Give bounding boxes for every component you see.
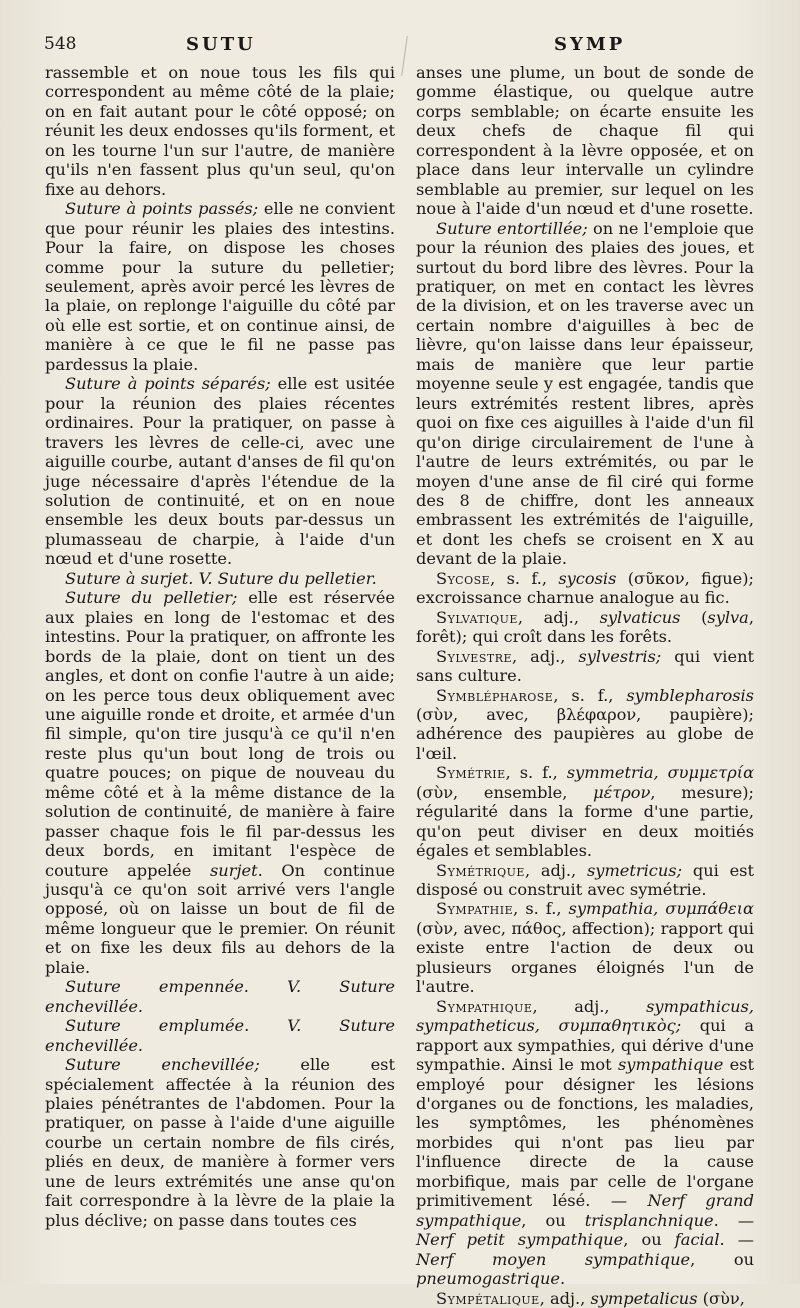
text-run: elle est spécialement affectée à la réunion des plaies pénétrantes de l'abdomen. Pour la pratiquer, on passe à l'aide d'une aiguille courbe un certain nombre de fils cirés, pliés en deux, de manière à former vers une de leurs extrémités une anse qu'on fait correspondre à la lèvre de la plaie la plus déclive; on passe dans toutes ces [45, 1055, 395, 1230]
text-run: ( [680, 607, 708, 627]
running-head-left: SUTU [186, 34, 256, 55]
text-run: , adj., [524, 860, 587, 880]
text-run: (σὺν, avec, βλέφαρον, paupière); adhérence des paupières au globe de l'œil. [416, 704, 754, 763]
text-run: . — [719, 1230, 754, 1250]
text-run: qui est disposé ou construit avec symétrie. [416, 860, 754, 900]
headword: Symétrique [436, 860, 525, 880]
text-run: , ou [690, 1249, 754, 1269]
entry-paragraph [45, 569, 395, 588]
entry-paragraph [416, 569, 754, 608]
text-run: (σῦκον, figue); excroissance charnue analogue au fic. [416, 568, 754, 608]
headword: Sympathique [436, 996, 533, 1016]
text-run: , ou [623, 1230, 675, 1250]
entry-paragraph [416, 219, 754, 569]
text-run: elle est usitée pour la réunion des plaies récentes ordinaires. Pour la pratiquer, on passe à travers les lèvres de celle-ci, avec une aiguille courbe, autant d'anses de fil qu'on juge nécessaire d'après l'étendue de la solution de continuité, et on en noue ensemble les deux bouts par-dessus un plumasseau de charpie, à l'aide d'un nœud et d'une rosette. [45, 374, 395, 569]
headword: Symétrie [436, 763, 506, 783]
italic-term: symetricus; [587, 860, 683, 880]
italic-term: sympetalicus [590, 1288, 698, 1308]
text-run: est employé pour désigner les lésions d'organes ou de fonctions, les maladies, les symptômes, les phénomènes morbides qui n'ont pas lieu par l'influence directe de la cause morbifique, mais par celle de l'organe primitivement lésé. — [416, 1055, 754, 1211]
italic-term: μέτρον [593, 782, 651, 802]
italic-term: sylva [707, 607, 749, 627]
text-run: , s. f., [513, 899, 569, 919]
italic-term: sympathia, συμπάθεια [568, 899, 754, 919]
headword: Sympathie [436, 899, 514, 919]
italic-term: sylvestris; [578, 646, 662, 666]
left-column [45, 63, 395, 1230]
entry-paragraph [416, 1289, 754, 1308]
entry-paragraph [45, 1055, 395, 1230]
text-run: (σὺν, ensemble, [416, 782, 594, 802]
entry-paragraph [45, 374, 395, 569]
italic-term: Suture du pelletier; [65, 588, 238, 608]
entry-paragraph [416, 608, 754, 647]
text-run: , mesure); régularité dans la forme d'une partie, qu'on peut diviser en deux moitiés égales et semblables. [416, 782, 754, 861]
italic-term: Nerf moyen sympathique [416, 1249, 691, 1269]
page-number: 548 [44, 34, 77, 54]
text-run: qui vient sans culture. [416, 646, 754, 686]
italic-term: facial [674, 1230, 720, 1250]
entry-paragraph [45, 977, 395, 1016]
entry-paragraph [416, 899, 754, 996]
italic-term: sylvaticus [599, 607, 681, 627]
headword: Sylvestre [436, 646, 513, 666]
italic-term: Suture à surjet. V. Suture du pelletier. [65, 568, 377, 588]
text-run: , adj., [532, 996, 647, 1016]
text-run: , ou [521, 1210, 585, 1230]
text-run: rassemble et on noue tous les fils qui correspondent au même côté de la plaie; on en fait autant pour le côté opposé; on réunit les deux endosses qu'ils forment, et on les tourne l'un sur l'autre, de manière qu'ils n'en fassent plus qu'un seul, qu'on fixe au dehors. [45, 63, 395, 199]
italic-term: Suture enchevillée; [65, 1055, 260, 1075]
text-run: . [560, 1269, 566, 1289]
text-run: , adj., [539, 1288, 591, 1308]
text-run: , adj., [517, 607, 600, 627]
text-run: on ne l'emploie que pour la réunion des plaies des joues, et surtout du bord libre des lèvres. Pour la pratiquer, on met en contact les lèvres de la division, et on les traverse avec un certain nombre d'aiguilles à bec de lièvre, qu'on laisse dans leur épaisseur, mais de manière que leur partie moyenne seule y est engagée, tandis que leurs extrémités restent libres, après quoi on fixe ces aiguilles à l'aide d'un fil qu'on dirige circulairement de l'une à l'autre de leurs extrémités, ou par le moyen d'une anse de fil ciré qui forme des 8 de chiffre, dont les anneaux embrassent les extrémités de l'aiguille, et dont les chefs se croisent en X au devant de la plaie. [416, 218, 754, 569]
entry-paragraph [45, 63, 395, 199]
italic-term: sycosis [558, 568, 617, 588]
text-run: (σὺν, avec, πάθος, affection); rapport qui existe entre l'action de deux ou plusieurs organes éloignés l'un de l'autre. [416, 918, 754, 997]
right-column [416, 63, 754, 1308]
text-run: , adj., [512, 646, 579, 666]
italic-term: surjet [210, 860, 258, 880]
entry-paragraph [45, 1016, 395, 1055]
entry-paragraph [416, 861, 754, 900]
text-run: (σὺν, [697, 1288, 745, 1308]
italic-term: Suture emplumée. V. Suture enchevillée. [45, 1016, 395, 1055]
page-header [0, 34, 800, 64]
text-run: , s. f., [490, 568, 559, 588]
italic-term: sympathique [618, 1055, 724, 1075]
headword: Sycose [436, 568, 491, 588]
text-run: . — [713, 1210, 755, 1230]
italic-term: pneumogastrique [416, 1269, 560, 1289]
italic-term: Nerf grand sympathique [416, 1191, 754, 1230]
italic-term: Suture entortillée; [436, 218, 588, 238]
text-run: elle est réservée aux plaies en long de l'estomac et des intestins. Pour la pratiquer, on affronte les bords de la plaie, dont on tient un des angles, et dont on confie l'autre à un aide; on les perce tous deux obliquement avec une aiguille ronde et droite, et armée d'un fil simple, qu'on tire jusqu'à ce qu'il n'en reste plus qu'un bout long de trois ou quatre pouces; on pique de nouveau du même côté et à la même distance de la solution de continuité, de manière à faire passer chaque fois le fil par-dessus les deux bords, en imitant l'espèce de couture appelée [45, 588, 395, 880]
text-run: . On continue jusqu'à ce qu'on soit arrivé vers l'angle opposé, où on laisse un bout de fil de même longueur que le premier. On réunit et on fixe les deux fils au dehors de la plaie. [45, 860, 395, 977]
text-run: , s. f., [505, 763, 567, 783]
entry-paragraph [416, 763, 754, 860]
text-run: , forêt); qui croît dans les forêts. [416, 607, 754, 647]
italic-term: Suture à points séparés; [65, 374, 271, 394]
text-run: anses une plume, un bout de sonde de gomme élastique, ou quelque autre corps semblable; on écarte ensuite les deux chefs de chaque fil qui correspondent à la lèvre opposée, et on place dans leur intervalle un cylindre semblable au premier, sur lequel on les noue à l'aide d'un nœud et d'une rosette. [416, 63, 754, 219]
italic-term: Suture empennée. V. Suture enchevillée. [45, 977, 395, 1016]
italic-term: symmetria, συμμετρία [566, 763, 754, 783]
headword: Sympétalique [436, 1288, 540, 1308]
entry-paragraph [416, 647, 754, 686]
headword: Sylvatique [436, 607, 518, 627]
text-run: qui a rapport aux sympathies, qui dérive d'une sympathie. Ainsi le mot [416, 1016, 754, 1075]
entry-paragraph [45, 199, 395, 374]
italic-term: sympathicus, sympatheticus, συμπαθητικὸς; [416, 996, 754, 1036]
italic-term: trisplanchnique [584, 1210, 714, 1230]
headword: Symblépharose [436, 685, 554, 705]
italic-term: Nerf petit sympathique [416, 1230, 624, 1250]
running-head-right: SYMP [554, 34, 626, 55]
text-run: , s. f., [553, 685, 627, 705]
entry-paragraph [416, 997, 754, 1289]
italic-term: Suture à points passés; [65, 199, 259, 219]
text-run: elle ne convient que pour réunir les plaies des intestins. Pour la faire, on dispose les choses comme pour la suture du pelletier; seulement, après avoir percé les lèvres de la plaie, on replonge l'aiguille du côté par où elle est sortie, et on continue ainsi, de manière à ce que le fil ne passe pas pardessus la plaie. [45, 199, 395, 374]
italic-term: symblepharosis [626, 685, 754, 705]
entry-paragraph [416, 686, 754, 764]
entry-paragraph [416, 63, 754, 219]
entry-paragraph [45, 588, 395, 977]
